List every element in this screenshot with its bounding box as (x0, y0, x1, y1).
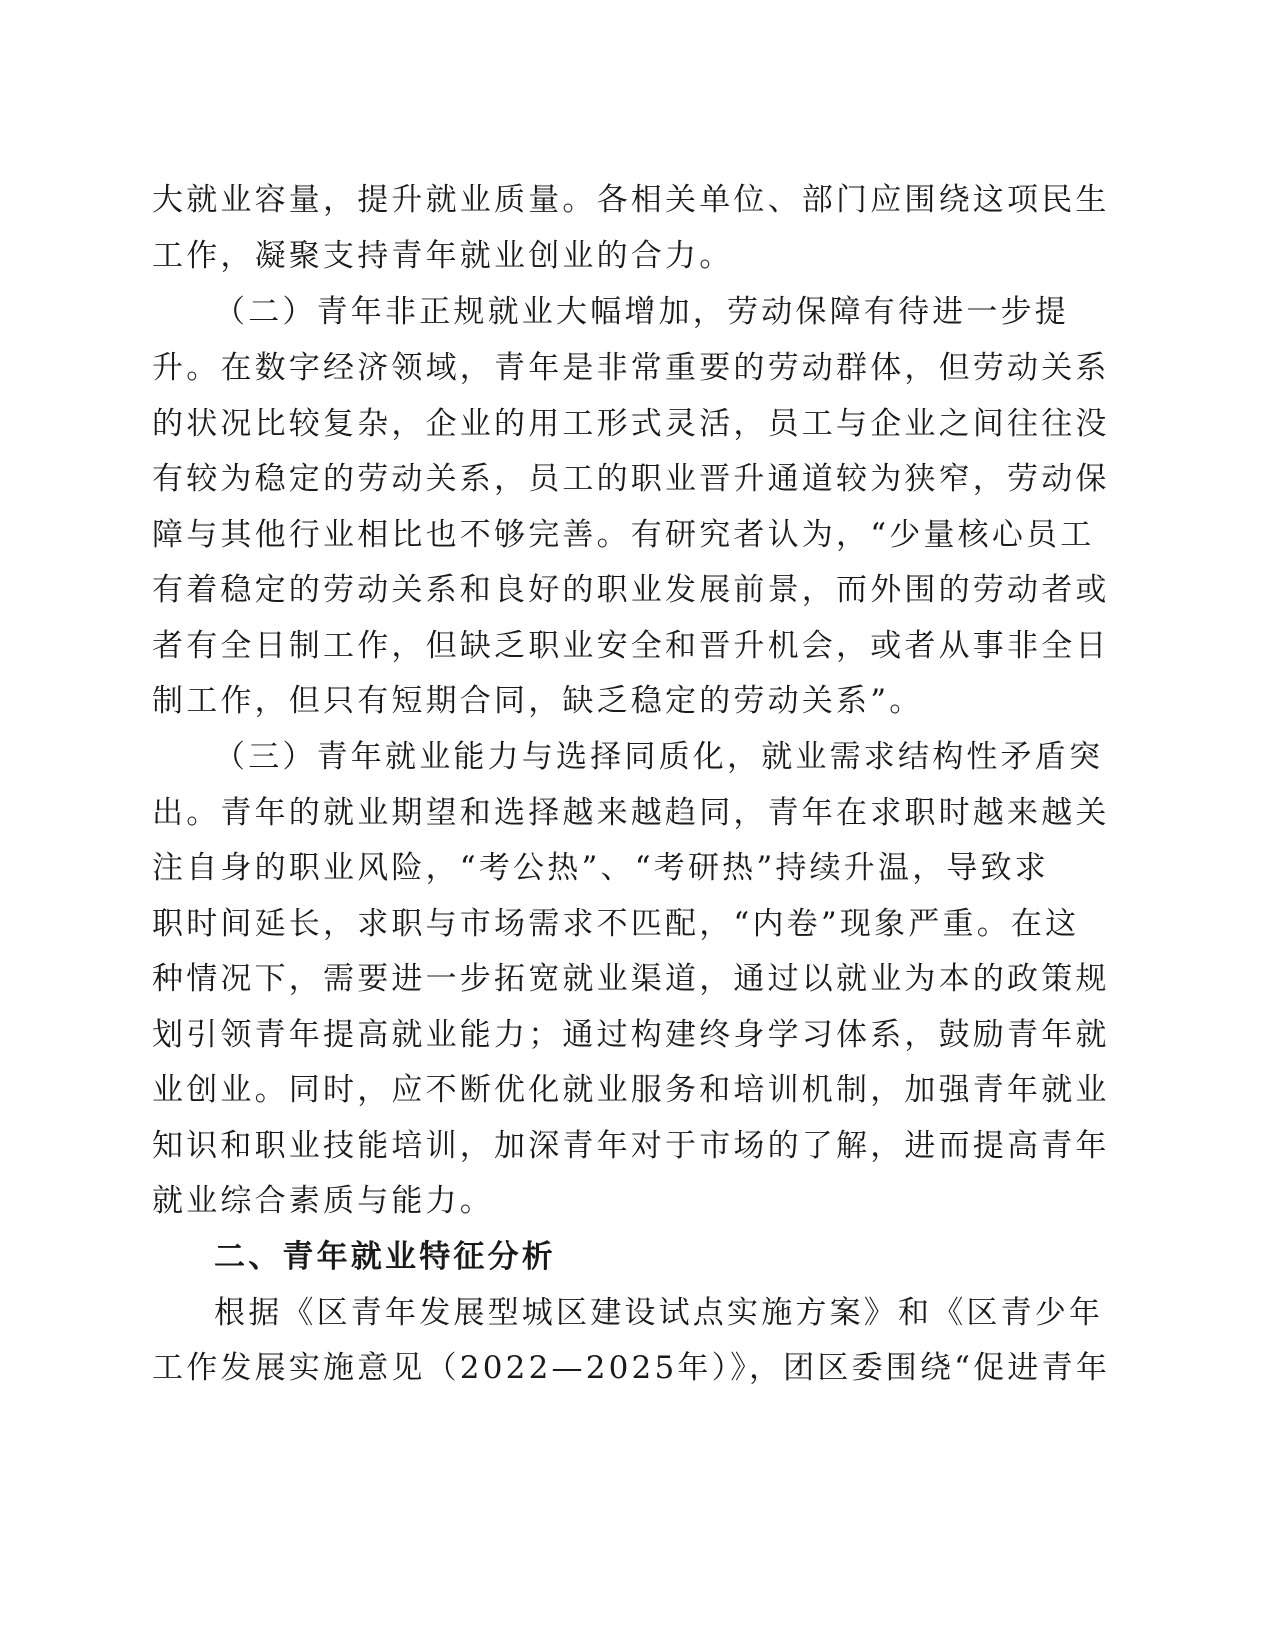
text-line: 升。在数字经济领域，青年是非常重要的劳动群体，但劳动关系 (152, 350, 1110, 386)
section-heading: 二、青年就业特征分析 (214, 1239, 556, 1275)
text-line: 就业综合素质与能力。 (152, 1183, 494, 1219)
text-line: 出。青年的就业期望和选择越来越趋同，青年在求职时越来越关 (152, 795, 1110, 831)
text-line: 注自身的职业风险，“考公热”、“考研热”持续升温，导致求 (152, 850, 1049, 886)
text-line: 的状况比较复杂，企业的用工形式灵活，员工与企业之间往往没 (152, 406, 1110, 442)
text-line: 有较为稳定的劳动关系，员工的职业晋升通道较为狭窄，劳动保 (152, 461, 1110, 497)
paragraph-lead-line: （三）青年就业能力与选择同质化，就业需求结构性矛盾突 (214, 739, 1104, 775)
text-line: 制工作，但只有短期合同，缺乏稳定的劳动关系”。 (152, 683, 924, 719)
text-line: 工作，凝聚支持青年就业创业的合力。 (152, 238, 734, 274)
text-line: 划引领青年提高就业能力；通过构建终身学习体系，鼓励青年就 (152, 1017, 1110, 1053)
text-line: 者有全日制工作，但缺乏职业安全和晋升机会，或者从事非全日 (152, 628, 1110, 664)
text-line: 有着稳定的劳动关系和良好的职业发展前景，而外围的劳动者或 (152, 572, 1110, 608)
text-line: 种情况下，需要进一步拓宽就业渠道，通过以就业为本的政策规 (152, 961, 1110, 997)
text-line: 知识和职业技能培训，加深青年对于市场的了解，进而提高青年 (152, 1128, 1110, 1164)
paragraph-lead-line: 根据《区青年发展型城区建设试点实施方案》和《区青少年 (214, 1295, 1104, 1331)
paragraph-lead-line: （二）青年非正规就业大幅增加，劳动保障有待进一步提 (214, 294, 1069, 330)
text-line: 职时间延长，求职与市场需求不匹配，“内卷”现象严重。在这 (152, 906, 1080, 942)
text-line: 业创业。同时，应不断优化就业服务和培训机制，加强青年就业 (152, 1072, 1110, 1108)
text-line: 障与其他行业相比也不够完善。有研究者认为，“少量核心员工 (152, 517, 1095, 553)
text-line: 工作发展实施意见（2022—2025年）》，团区委围绕“促进青年 (152, 1350, 1111, 1386)
text-line: 大就业容量，提升就业质量。各相关单位、部门应围绕这项民生 (152, 182, 1110, 218)
